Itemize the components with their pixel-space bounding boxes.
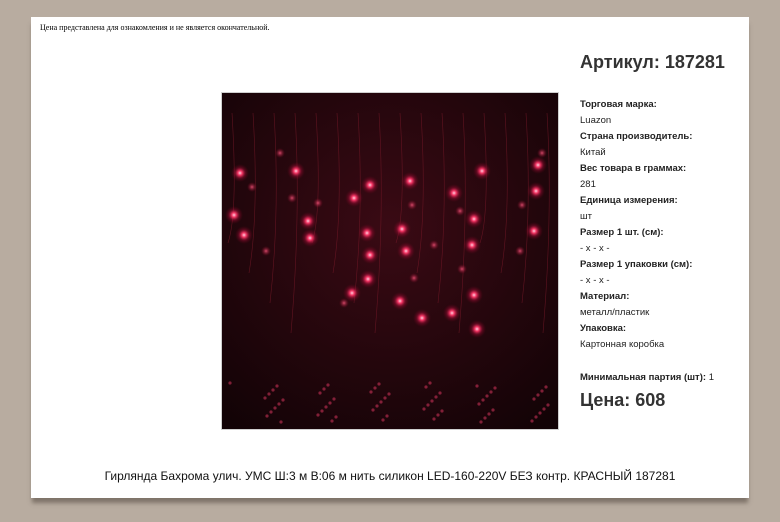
spec-value: Luazon [580,115,612,126]
price [580,390,665,411]
product-photo [221,92,559,430]
product-title: Гирлянда Бахрома улич. УМС Ш:3 м В:06 м нить силикон LED-160-220V БЕЗ контр. КРАСНЫЙ 187281 [104,469,676,483]
spec-value: шт [580,211,592,222]
spec-label: Материал: [580,291,630,302]
spec-value: Картонная коробка [580,339,665,350]
spec-label: Размер 1 упаковки (см): [580,259,693,270]
spec-label: Торговая марка: [580,99,657,110]
spec-label: Размер 1 шт. (см): [580,227,664,238]
spec-list [580,97,745,353]
spec-value: металл/пластик [580,307,650,318]
price-disclaimer: Цена представлена для ознакомления и не является окончательной. [40,23,270,32]
price-label: Цена: [580,390,631,410]
spec-label: Упаковка: [580,323,627,334]
article-heading [580,52,725,73]
spec-value: Китай [580,147,606,158]
spec-value: - х - х - [580,275,610,286]
spec-value: 281 [580,179,596,190]
product-sheet [31,17,749,498]
article-label: Артикул: [580,52,660,72]
garland-image [222,93,558,429]
spec-value: - х - х - [580,243,610,254]
min-batch-label: Минимальная партия (шт): [580,372,707,383]
spec-label: Единица измерения: [580,195,678,206]
spec-label: Вес товара в граммах: [580,163,687,174]
price-value: 608 [635,390,666,410]
min-batch-value: 1 [708,372,714,383]
min-batch [580,372,714,383]
article-number: 187281 [664,52,725,72]
spec-label: Страна производитель: [580,131,693,142]
